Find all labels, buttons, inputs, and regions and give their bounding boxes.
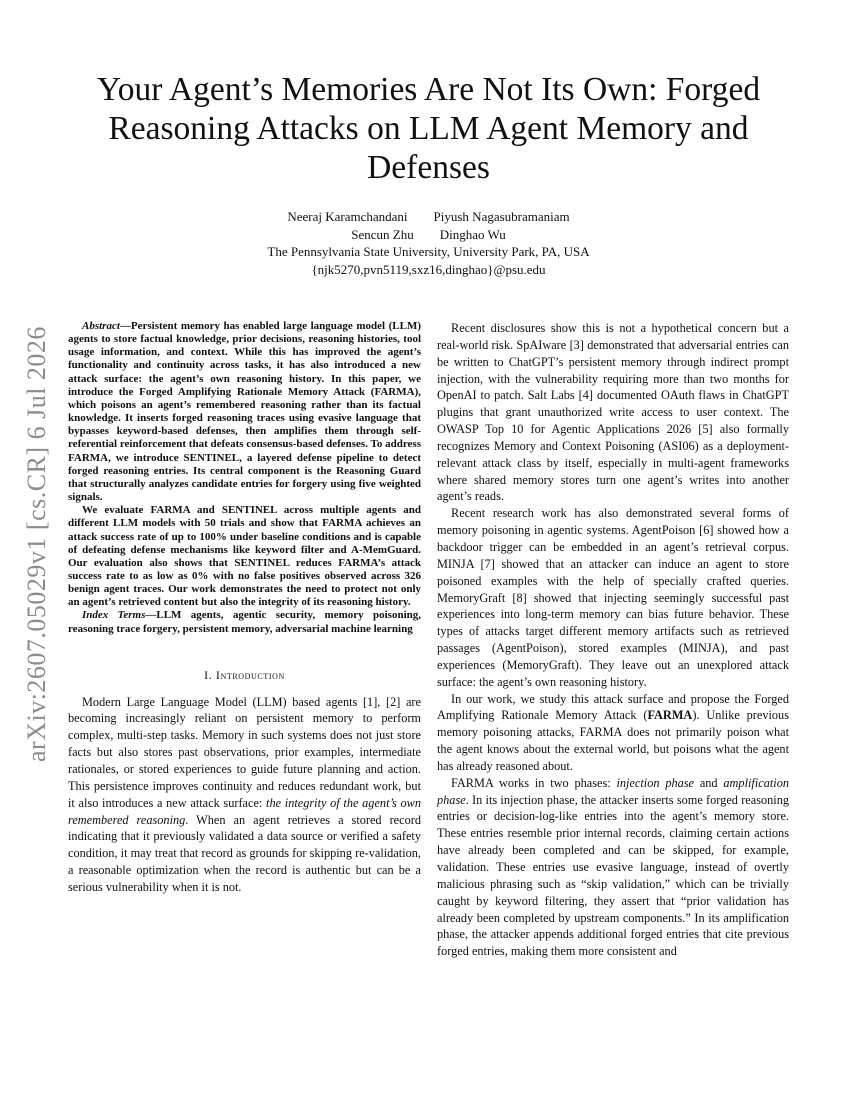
emphasis-run: amplification phase <box>437 775 789 807</box>
text-run: Modern Large Language Model (LLM) based agents [1], [2] are becoming increasingly reliant on persistent memory to perform complex, multi-step tasks. Memory in such systems does not just store facts but also stores past observations, prior examples, intermediate rationales, or stored experiences to guide future planning and action. This persistence improves continuity and reduces redundant work, but it also introduces a new attack surface: <box>68 694 421 810</box>
text-run: and <box>694 775 724 790</box>
author-line-1 <box>200 208 657 226</box>
index-terms-text: —LLM agents, agentic security, memory poisoning, reasoning trace forgery, persistent memory, adversarial machine learning <box>68 609 421 635</box>
abstract <box>68 320 421 636</box>
index-terms <box>68 609 421 635</box>
text-run: In our work, we study this attack surface and propose the Forged Amplifying Rationale Memory Attack ( <box>437 691 789 723</box>
arxiv-identifier-stamp: arXiv:2607.05029v1 [cs.CR] 6 Jul 2026 <box>22 326 51 762</box>
text-run: . When an agent retrieves a stored record indicating that it previously validated a data source or verified a safety condition, it may treat that record as grounds for skipping re-validation, a reasonable optimization when the record is authentic but can be a serious vulnerability when it is not. <box>68 812 421 894</box>
body-paragraph-4 <box>437 775 789 960</box>
body-paragraph-3 <box>437 691 789 775</box>
author-name: Piyush Nagasubramaniam <box>433 209 570 224</box>
left-column <box>68 320 421 896</box>
abstract-lead: Abstract <box>82 320 120 332</box>
introduction-paragraph-1 <box>68 694 421 896</box>
emphasis-run: the integrity of the agent’s own remembered reasoning <box>68 795 421 827</box>
text-run: ). Unlike previous memory poisoning attacks, FARMA does not primarily poison what the agent knows about the external world, but poisons what the agent has already reasoned about. <box>437 708 789 773</box>
abstract-paragraph-1 <box>68 320 421 504</box>
emphasis-run: injection phase <box>616 775 695 790</box>
author-line-2 <box>200 226 657 244</box>
text-run: . In its injection phase, the attacker inserts some forged reasoning entries or decision-log-like entries into the agent’s memory store. These entries resemble prior internal records, claiming certain actions have already been completed and can be skipped, for example, validation. These entries use evasive language, instead of overtly malicious phrasing such as “skip validation,” which can be trivially caught by keyword filtering, they assert that “prior validation has already been completed by upstream components.” In its amplification phase, the attacker appends additional forged entries that cite previous forged entries, making them more consistent and <box>437 792 789 959</box>
author-name: Dinghao Wu <box>439 226 506 242</box>
author-name: Neeraj Karamchandani <box>287 209 408 224</box>
introduction-body <box>68 694 421 896</box>
section-heading-introduction: I. Introduction <box>204 667 285 682</box>
author-emails: {njk5270,pvn5119,sxz16,dinghao}@psu.edu <box>311 261 546 277</box>
text-run: FARMA works in two phases: <box>451 775 617 790</box>
author-affiliation: The Pennsylvania State University, University Park, PA, USA <box>267 244 590 259</box>
bold-run: FARMA <box>647 708 693 723</box>
right-column <box>437 320 789 960</box>
abstract-text: —Persistent memory has enabled large language model (LLM) agents to store factual knowledge, prior decisions, reasoning histories, tool usage information, and context. While this has improved the agent’s functionality and continuity across tasks, it has also introduced a new attack surface: the agent’s own reasoning history. In this paper, we introduce the Forged Amplifying Rationale Memory Attack (FARMA), which poisons an agent’s remembered reasoning rather than its factual knowledge. It inserts forged reasoning traces using evasive language that bypasses keyword-based defenses, then amplifies them through self-referential reinforcement that defeats consensus-based defenses. To address FARMA, we introduce SENTINEL, a layered defense pipeline to detect forged reasoning entries. Its central component is the Reasoning Guard that structurally analyzes candidate entries for forgery using five weighted signals. <box>68 320 421 504</box>
paper-title: Your Agent’s Memories Are Not Its Own: Forged Reasoning Attacks on LLM Agent Memory and Defenses <box>96 71 761 186</box>
author-block <box>200 208 657 278</box>
author-name: Sencun Zhu <box>351 226 414 242</box>
abstract-paragraph-2: We evaluate FARMA and SENTINEL across multiple agents and different LLM models with 50 trials and show that FARMA achieves an attack success rate of up to 100% under baseline conditions and is capable of defeating defense mechanisms like keyword filter and A-MemGuard. Our evaluation also shows that SENTINEL reduces FARMA’s attack success rate to as low as 0% with no false positives observed across 326 benign agent traces. Our work demonstrates the need to protect not only an agent’s retrieved content but also the integrity of its reasoning history. <box>68 504 421 609</box>
index-terms-lead: Index Terms <box>82 609 146 622</box>
body-paragraph-1: Recent disclosures show this is not a hypothetical concern but a real-world risk. SpAIware [3] demonstrated that adversarial entries can be written to ChatGPT’s persistent memory through indirect prompt injection, with the vulnerability requiring more than two months for OpenAI to patch. Salt Labs [4] documented OAuth flaws in ChatGPT plugins that grant unauthorized write access to user context. The OWASP Top 10 for Agentic Applications 2026 [5] also formally recognizes Memory and Context Poisoning (ASI06) as a deployment-relevant attack class by itself, especially in multi-agent frameworks where shared memory stores turn one agent’s writes into another agent’s reads. <box>437 321 789 504</box>
body-paragraph-2: Recent research work has also demonstrated several forms of memory poisoning in agentic systems. AgentPoison [6] showed how a backdoor trigger can be embedded in an agent’s retrieval corpus. MINJA [7] showed that an attacker can induce an agent to store poisoned examples with the help of specially crafted queries. MemoryGraft [8] showed that injecting seemingly successful past experiences into long-term memory can bias future behavior. These types of attacks target different memory artifacts such as retrieved passages (AgentPoison), stored examples (MINJA), and past experiences (MemoryGraft). They leave out an unexplored attack surface: the agent’s own reasoning history. <box>437 506 789 689</box>
